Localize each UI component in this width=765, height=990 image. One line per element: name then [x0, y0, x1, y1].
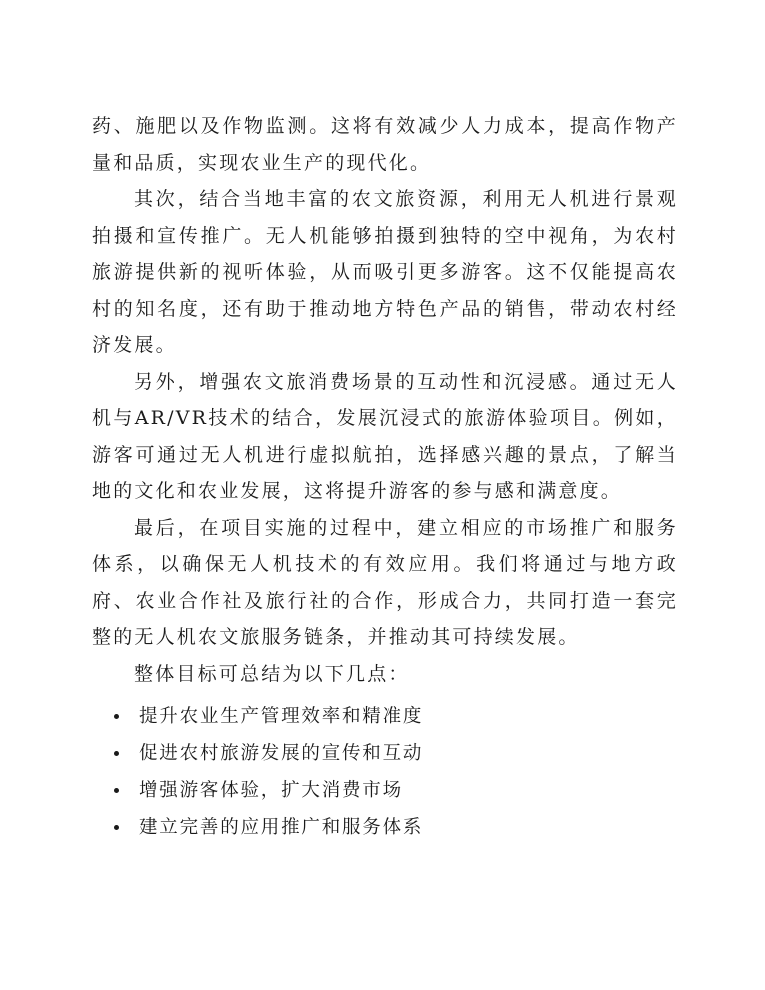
list-item	[92, 809, 678, 846]
list-item	[92, 735, 678, 772]
list-item-text: 建立完善的应用推广和服务体系	[139, 817, 424, 838]
paragraph-summary-intro: 整体目标可总结为以下几点：	[134, 662, 410, 685]
document-body	[92, 108, 678, 846]
list-item	[92, 772, 678, 809]
bullet-icon	[114, 788, 119, 793]
paragraph-continuation: 药、施肥以及作物监测。这将有效减少人力成本，提高作物产量和品质，实现农业生产的现代化。	[92, 115, 678, 174]
paragraph-additionally: 另外，增强农文旅消费场景的互动性和沉浸感。通过无人机与AR/VR技术的结合，发展沉浸式的旅游体验项目。例如，游客可通过无人机进行虚拟航拍，选择感兴趣的景点，了解当地的文化和农业发展，这将提升游客的参与感和满意度。	[92, 370, 678, 502]
list-item-text: 促进农村旅游发展的宣传和互动	[139, 743, 424, 764]
paragraph-secondly: 其次，结合当地丰富的农文旅资源，利用无人机进行景观拍摄和宣传推广。无人机能够拍摄到独特的空中视角，为农村旅游提供新的视听体验，从而吸引更多游客。这不仅能提高农村的知名度，还有助于推动地方特色产品的销售，带动农村经济发展。	[92, 188, 678, 356]
bullet-icon	[114, 825, 119, 830]
paragraph-finally: 最后，在项目实施的过程中，建立相应的市场推广和服务体系，以确保无人机技术的有效应用。我们将通过与地方政府、农业合作社及旅行社的合作，形成合力，共同打造一套完整的无人机农文旅服务链条，并推动其可持续发展。	[92, 516, 678, 648]
list-item	[92, 698, 678, 735]
bullet-icon	[114, 751, 119, 756]
bullet-icon	[114, 714, 119, 719]
list-item-text: 增强游客体验，扩大消费市场	[139, 780, 403, 801]
goal-list	[92, 698, 678, 846]
list-item-text: 提升农业生产管理效率和精准度	[139, 706, 424, 727]
